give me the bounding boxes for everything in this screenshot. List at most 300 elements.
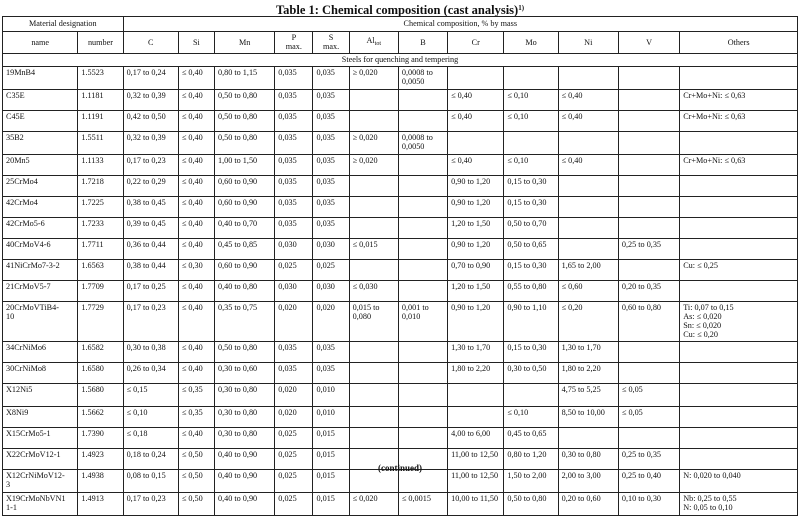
table-row [3, 196, 798, 217]
cell-al [349, 383, 398, 406]
cell-p: 0,035 [275, 154, 313, 175]
cell-c: 0,22 to 0,29 [123, 175, 178, 196]
header-al-subscript: tot [374, 40, 382, 47]
cell-c: ≤ 0,18 [123, 427, 178, 448]
table-row [3, 341, 798, 362]
header-s [313, 32, 349, 54]
cell-b: 0,001 to 0,010 [398, 301, 447, 341]
cell-others: Cr+Mo+Ni: ≤ 0,63 [680, 110, 798, 131]
cell-ni [558, 238, 618, 259]
cell-ni [558, 175, 618, 196]
cell-mo: ≤ 0,10 [504, 89, 558, 110]
cell-si: ≤ 0,40 [178, 217, 214, 238]
cell-cr: 10,00 to 11,50 [448, 492, 504, 515]
cell-others [680, 131, 798, 154]
table-row [3, 217, 798, 238]
cell-number: 1.7709 [78, 280, 123, 301]
cell-si: ≤ 0,40 [178, 362, 214, 383]
cell-number: 1.5523 [78, 66, 123, 89]
cell-si: ≤ 0,35 [178, 406, 214, 427]
cell-name: 34CrNiMo6 [3, 341, 78, 362]
cell-al [349, 341, 398, 362]
cell-number: 1.4923 [78, 448, 123, 469]
table-row [3, 492, 798, 515]
cell-cr [448, 406, 504, 427]
header-p-max: max. [285, 42, 302, 52]
cell-v: 0,25 to 0,35 [618, 448, 679, 469]
cell-v [618, 89, 679, 110]
cell-al: ≥ 0,020 [349, 131, 398, 154]
cell-b [398, 238, 447, 259]
cell-s: 0,015 [313, 492, 349, 515]
cell-others [680, 175, 798, 196]
cell-al [349, 196, 398, 217]
cell-mo: 0,15 to 0,30 [504, 196, 558, 217]
cell-name: 41NiCrMo7-3-2 [3, 259, 78, 280]
header-b: B [398, 32, 447, 54]
cell-s: 0,015 [313, 448, 349, 469]
cell-s: 0,035 [313, 89, 349, 110]
cell-b [398, 217, 447, 238]
cell-cr: ≤ 0,40 [448, 89, 504, 110]
cell-mo: 0,80 to 1,20 [504, 448, 558, 469]
cell-v: 0,20 to 0,35 [618, 280, 679, 301]
cell-others [680, 341, 798, 362]
cell-number: 1.5511 [78, 131, 123, 154]
cell-mn: 0,40 to 0,90 [215, 469, 275, 492]
cell-others [680, 406, 798, 427]
cell-mo: 1,50 to 2,00 [504, 469, 558, 492]
cell-cr: 0,90 to 1,20 [448, 238, 504, 259]
table-row [3, 175, 798, 196]
cell-c: 0,38 to 0,45 [123, 196, 178, 217]
cell-cr: ≤ 0,40 [448, 154, 504, 175]
cell-al [349, 362, 398, 383]
cell-cr: 0,90 to 1,20 [448, 175, 504, 196]
cell-p: 0,035 [275, 131, 313, 154]
cell-mo: 0,30 to 0,50 [504, 362, 558, 383]
cell-number: 1.7225 [78, 196, 123, 217]
cell-b [398, 383, 447, 406]
header-others: Others [680, 32, 798, 54]
cell-c: ≤ 0,15 [123, 383, 178, 406]
cell-v: 0,25 to 0,35 [618, 238, 679, 259]
cell-ni [558, 66, 618, 89]
table-title-text: Table 1: Chemical composition (cast analysis) [275, 3, 519, 17]
cell-ni [558, 217, 618, 238]
cell-mo: ≤ 0,10 [504, 406, 558, 427]
table-row [3, 131, 798, 154]
cell-si: ≤ 0,40 [178, 175, 214, 196]
cell-cr [448, 66, 504, 89]
cell-c: 0,38 to 0,44 [123, 259, 178, 280]
cell-s: 0,035 [313, 196, 349, 217]
cell-v: 0,25 to 0,40 [618, 469, 679, 492]
cell-mn: 0,40 to 0,80 [215, 280, 275, 301]
cell-si: ≤ 0,40 [178, 341, 214, 362]
cell-b [398, 406, 447, 427]
cell-p: 0,025 [275, 448, 313, 469]
cell-mo: 0,50 to 0,65 [504, 238, 558, 259]
header-si: Si [178, 32, 214, 54]
table-row [3, 110, 798, 131]
cell-v [618, 217, 679, 238]
cell-name: 42CrMo5-6 [3, 217, 78, 238]
cell-s: 0,015 [313, 469, 349, 492]
table-row [3, 154, 798, 175]
table-row [3, 259, 798, 280]
cell-others: Cu: ≤ 0,25 [680, 259, 798, 280]
cell-others [680, 217, 798, 238]
cell-si: ≤ 0,40 [178, 66, 214, 89]
cell-ni: 1,65 to 2,00 [558, 259, 618, 280]
cell-p: 0,035 [275, 217, 313, 238]
cell-others [680, 383, 798, 406]
cell-s: 0,010 [313, 383, 349, 406]
cell-ni: ≤ 0,40 [558, 89, 618, 110]
cell-mo: 0,50 to 0,80 [504, 492, 558, 515]
cell-v [618, 131, 679, 154]
cell-mn: 0,40 to 0,70 [215, 217, 275, 238]
cell-si: ≤ 0,40 [178, 238, 214, 259]
cell-mo [504, 383, 558, 406]
cell-s: 0,030 [313, 280, 349, 301]
cell-mo [504, 66, 558, 89]
cell-p: 0,030 [275, 280, 313, 301]
header-cr: Cr [448, 32, 504, 54]
cell-p: 0,035 [275, 110, 313, 131]
cell-p: 0,025 [275, 427, 313, 448]
cell-mo: ≤ 0,10 [504, 110, 558, 131]
cell-ni: 8,50 to 10,00 [558, 406, 618, 427]
header-name: name [3, 32, 78, 54]
cell-si: ≤ 0,40 [178, 196, 214, 217]
cell-ni: ≤ 0,20 [558, 301, 618, 341]
cell-s: 0,035 [313, 341, 349, 362]
cell-al [349, 89, 398, 110]
header-ni: Ni [558, 32, 618, 54]
cell-ni: 1,30 to 1,70 [558, 341, 618, 362]
cell-c: 0,39 to 0,45 [123, 217, 178, 238]
cell-mn: 0,45 to 0,85 [215, 238, 275, 259]
cell-p: 0,025 [275, 259, 313, 280]
cell-s: 0,035 [313, 175, 349, 196]
cell-v [618, 196, 679, 217]
cell-ni: ≤ 0,40 [558, 110, 618, 131]
cell-cr: 11,00 to 12,50 [448, 448, 504, 469]
cell-p: 0,020 [275, 301, 313, 341]
cell-number: 1.6580 [78, 362, 123, 383]
cell-al [349, 217, 398, 238]
cell-s: 0,035 [313, 110, 349, 131]
cell-al [349, 406, 398, 427]
cell-b: 0,0008 to 0,0050 [398, 131, 447, 154]
section-label: Steels for quenching and tempering [3, 53, 798, 66]
cell-p: 0,035 [275, 89, 313, 110]
cell-number: 1.6582 [78, 341, 123, 362]
cell-v: 0,60 to 0,80 [618, 301, 679, 341]
header-mo: Mo [504, 32, 558, 54]
cell-s: 0,035 [313, 66, 349, 89]
cell-ni [558, 131, 618, 154]
cell-mo: 0,55 to 0,80 [504, 280, 558, 301]
cell-p: 0,035 [275, 196, 313, 217]
cell-p: 0,035 [275, 66, 313, 89]
continued-note: (continued) [377, 463, 422, 473]
cell-mn: 0,30 to 0,80 [215, 427, 275, 448]
cell-ni: 1,80 to 2,20 [558, 362, 618, 383]
cell-c: 0,42 to 0,50 [123, 110, 178, 131]
cell-name: 35B2 [3, 131, 78, 154]
cell-number: 1.5680 [78, 383, 123, 406]
cell-si: ≤ 0,50 [178, 492, 214, 515]
cell-b [398, 110, 447, 131]
cell-al [349, 427, 398, 448]
chemical-composition-table [2, 16, 798, 516]
cell-p: 0,035 [275, 175, 313, 196]
cell-si: ≤ 0,40 [178, 131, 214, 154]
cell-number: 1.1133 [78, 154, 123, 175]
cell-mo: 0,90 to 1,10 [504, 301, 558, 341]
cell-al: 0,015 to 0,080 [349, 301, 398, 341]
cell-c: 0,17 to 0,23 [123, 154, 178, 175]
cell-others [680, 238, 798, 259]
cell-b [398, 280, 447, 301]
cell-mn: 0,60 to 0,90 [215, 196, 275, 217]
cell-s: 0,035 [313, 131, 349, 154]
cell-number: 1.4913 [78, 492, 123, 515]
cell-si: ≤ 0,50 [178, 469, 214, 492]
cell-b [398, 341, 447, 362]
cell-v: 0,10 to 0,30 [618, 492, 679, 515]
cell-b [398, 89, 447, 110]
cell-v [618, 362, 679, 383]
cell-mo: 0,15 to 0,30 [504, 175, 558, 196]
cell-si: ≤ 0,50 [178, 448, 214, 469]
cell-ni: 0,30 to 0,80 [558, 448, 618, 469]
cell-c: 0,32 to 0,39 [123, 131, 178, 154]
cell-b: 0,0008 to 0,0050 [398, 66, 447, 89]
table-row [3, 66, 798, 89]
cell-number: 1.7218 [78, 175, 123, 196]
cell-p: 0,025 [275, 469, 313, 492]
cell-v [618, 427, 679, 448]
cell-c: 0,08 to 0,15 [123, 469, 178, 492]
cell-al [349, 259, 398, 280]
cell-name: X12Ni5 [3, 383, 78, 406]
cell-c: 0,17 to 0,25 [123, 280, 178, 301]
cell-name: X22CrMoV12-1 [3, 448, 78, 469]
table-row [3, 383, 798, 406]
cell-others: Nb: 0,25 to 0,55 N: 0,05 to 0,10 [680, 492, 798, 515]
cell-ni: 2,00 to 3,00 [558, 469, 618, 492]
cell-others: N: 0,020 to 0,040 [680, 469, 798, 492]
cell-al: ≥ 0,020 [349, 66, 398, 89]
cell-number: 1.5662 [78, 406, 123, 427]
cell-si: ≤ 0,40 [178, 110, 214, 131]
cell-others [680, 427, 798, 448]
table-row [3, 427, 798, 448]
cell-ni: ≤ 0,60 [558, 280, 618, 301]
cell-p: 0,020 [275, 406, 313, 427]
cell-mo: 0,50 to 0,70 [504, 217, 558, 238]
cell-c: 0,26 to 0,34 [123, 362, 178, 383]
cell-s: 0,010 [313, 406, 349, 427]
cell-name: 25CrMo4 [3, 175, 78, 196]
cell-others [680, 362, 798, 383]
cell-cr: 1,80 to 2,20 [448, 362, 504, 383]
cell-name: 40CrMoV4-6 [3, 238, 78, 259]
cell-mn: 0,40 to 0,90 [215, 448, 275, 469]
cell-mn: 0,35 to 0,75 [215, 301, 275, 341]
cell-v [618, 341, 679, 362]
cell-cr: 11,00 to 12,50 [448, 469, 504, 492]
cell-number: 1.1191 [78, 110, 123, 131]
table-row [3, 406, 798, 427]
cell-mn: 0,60 to 0,90 [215, 175, 275, 196]
cell-others [680, 66, 798, 89]
cell-name: 30CrNiMo8 [3, 362, 78, 383]
cell-c: 0,17 to 0,24 [123, 66, 178, 89]
cell-mo: 0,45 to 0,65 [504, 427, 558, 448]
cell-s: 0,030 [313, 238, 349, 259]
cell-b [398, 154, 447, 175]
cell-c: 0,36 to 0,44 [123, 238, 178, 259]
cell-cr: ≤ 0,40 [448, 110, 504, 131]
cell-b [398, 362, 447, 383]
cell-cr: 4,00 to 6,00 [448, 427, 504, 448]
cell-p: 0,025 [275, 492, 313, 515]
cell-v [618, 175, 679, 196]
header-al-label: Al [366, 35, 375, 45]
cell-c: 0,17 to 0,23 [123, 301, 178, 341]
cell-cr: 0,70 to 0,90 [448, 259, 504, 280]
cell-mn: 0,50 to 0,80 [215, 89, 275, 110]
header-c: C [123, 32, 178, 54]
cell-p: 0,020 [275, 383, 313, 406]
cell-name: X12CrNiMoV12- 3 [3, 469, 78, 492]
cell-p: 0,035 [275, 362, 313, 383]
cell-mn: 0,30 to 0,60 [215, 362, 275, 383]
cell-name: 42CrMo4 [3, 196, 78, 217]
cell-s: 0,035 [313, 362, 349, 383]
cell-mn: 0,30 to 0,80 [215, 383, 275, 406]
cell-cr: 1,20 to 1,50 [448, 217, 504, 238]
table-row [3, 301, 798, 341]
cell-ni: ≤ 0,40 [558, 154, 618, 175]
cell-c: ≤ 0,10 [123, 406, 178, 427]
cell-c: 0,30 to 0,38 [123, 341, 178, 362]
cell-cr: 1,30 to 1,70 [448, 341, 504, 362]
cell-number: 1.7390 [78, 427, 123, 448]
header-v: V [618, 32, 679, 54]
cell-mn: 0,50 to 0,80 [215, 110, 275, 131]
cell-al: ≥ 0,020 [349, 154, 398, 175]
cell-si: ≤ 0,30 [178, 259, 214, 280]
cell-b: ≤ 0,0015 [398, 492, 447, 515]
cell-number: 1.6563 [78, 259, 123, 280]
cell-v [618, 66, 679, 89]
cell-b [398, 259, 447, 280]
cell-v: ≤ 0,05 [618, 406, 679, 427]
cell-mo: 0,15 to 0,30 [504, 259, 558, 280]
table-row [3, 362, 798, 383]
cell-number: 1.4938 [78, 469, 123, 492]
cell-al [349, 175, 398, 196]
cell-mn: 1,00 to 1,50 [215, 154, 275, 175]
cell-b [398, 427, 447, 448]
header-material-designation: Material designation [3, 17, 124, 32]
cell-others: Cr+Mo+Ni: ≤ 0,63 [680, 89, 798, 110]
header-s-max: max. [322, 42, 340, 52]
title-footnote-marker: 1) [518, 4, 525, 12]
cell-cr: 1,20 to 1,50 [448, 280, 504, 301]
cell-p: 0,030 [275, 238, 313, 259]
cell-name: C45E [3, 110, 78, 131]
cell-mn: 0,60 to 0,90 [215, 259, 275, 280]
cell-ni: 0,20 to 0,60 [558, 492, 618, 515]
cell-name: X8Ni9 [3, 406, 78, 427]
cell-cr [448, 383, 504, 406]
cell-number: 1.1181 [78, 89, 123, 110]
cell-mn: 0,50 to 0,80 [215, 131, 275, 154]
cell-mo [504, 131, 558, 154]
cell-al: ≤ 0,030 [349, 280, 398, 301]
table-title [0, 1, 800, 17]
cell-c: 0,17 to 0,23 [123, 492, 178, 515]
cell-mn: 0,50 to 0,80 [215, 341, 275, 362]
cell-si: ≤ 0,40 [178, 427, 214, 448]
cell-s: 0,020 [313, 301, 349, 341]
cell-v [618, 259, 679, 280]
cell-name: 20Mn5 [3, 154, 78, 175]
cell-si: ≤ 0,40 [178, 301, 214, 341]
cell-cr: 0,90 to 1,20 [448, 196, 504, 217]
cell-b [398, 175, 447, 196]
cell-ni [558, 427, 618, 448]
cell-c: 0,32 to 0,39 [123, 89, 178, 110]
cell-number: 1.7729 [78, 301, 123, 341]
cell-s: 0,035 [313, 217, 349, 238]
cell-si: ≤ 0,40 [178, 154, 214, 175]
cell-others [680, 196, 798, 217]
header-p-label: P [291, 33, 297, 42]
cell-cr: 0,90 to 1,20 [448, 301, 504, 341]
cell-name: X15CrMo5-1 [3, 427, 78, 448]
header-p [275, 32, 313, 54]
table-row [3, 89, 798, 110]
cell-v: ≤ 0,05 [618, 383, 679, 406]
cell-mn: 0,40 to 0,90 [215, 492, 275, 515]
cell-si: ≤ 0,40 [178, 280, 214, 301]
cell-name: 19MnB4 [3, 66, 78, 89]
cell-others: Ti: 0,07 to 0,15 As: ≤ 0,020 Sn: ≤ 0,020 Cu: ≤ 0,20 [680, 301, 798, 341]
cell-number: 1.7233 [78, 217, 123, 238]
table-row [3, 238, 798, 259]
cell-al: ≤ 0,015 [349, 238, 398, 259]
cell-mo: 0,15 to 0,30 [504, 341, 558, 362]
cell-name: 20CrMoVTiB4- 10 [3, 301, 78, 341]
header-number: number [78, 32, 123, 54]
cell-c: 0,18 to 0,24 [123, 448, 178, 469]
cell-name: X19CrMoNbVN1 1-1 [3, 492, 78, 515]
cell-name: 21CrMoV5-7 [3, 280, 78, 301]
cell-mn: 0,80 to 1,15 [215, 66, 275, 89]
cell-al [349, 110, 398, 131]
cell-al: ≤ 0,020 [349, 492, 398, 515]
cell-v [618, 110, 679, 131]
header-al [349, 32, 398, 54]
